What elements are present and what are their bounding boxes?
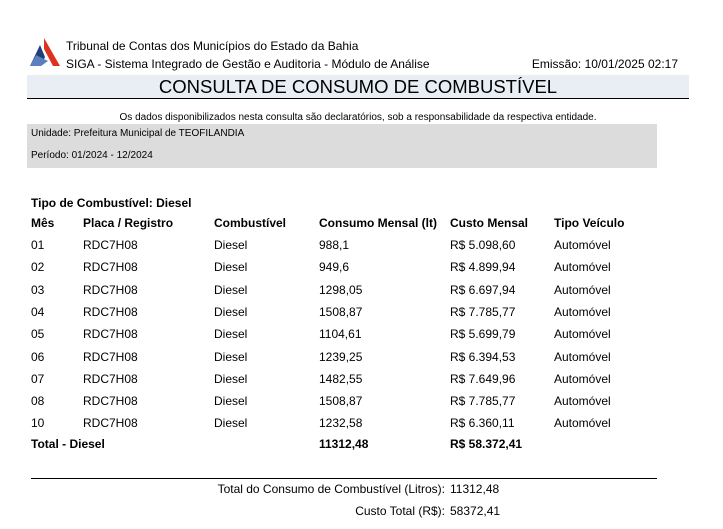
- report-title: CONSULTA DE CONSUMO DE COMBUSTÍVEL: [27, 75, 689, 99]
- table-row-placa: RDC7H08: [83, 282, 138, 297]
- org-name: Tribunal de Contas dos Municípios do Estado da Bahia: [66, 39, 359, 53]
- table-row-combustivel: Diesel: [214, 282, 248, 297]
- table-row-mes: 06: [31, 349, 45, 364]
- table-row-combustivel: Diesel: [214, 304, 248, 319]
- table-row-custo: R$ 4.899,94: [450, 260, 516, 275]
- col-header-custo: Custo Mensal: [450, 216, 529, 230]
- summary-consumo-value: 11312,48: [450, 482, 500, 496]
- table-row-tipo-veiculo: Automóvel: [554, 282, 611, 297]
- separator-line: [31, 478, 657, 479]
- table-row-tipo-veiculo: Automóvel: [554, 371, 611, 386]
- table-row-consumo: 1482,55: [319, 371, 363, 386]
- table-row-custo: R$ 7.649,96: [450, 371, 516, 386]
- table-row-combustivel: Diesel: [214, 260, 248, 275]
- table-row-tipo-veiculo: Automóvel: [554, 416, 611, 431]
- table-row-consumo: 1232,58: [319, 416, 363, 431]
- total-label: Total - Diesel: [31, 437, 105, 451]
- summary-custo-value: 58372,41: [450, 504, 501, 518]
- periodo-label: Período: 01/2024 - 12/2024: [31, 150, 153, 161]
- table-row-tipo-veiculo: Automóvel: [554, 260, 611, 275]
- table-row-placa: RDC7H08: [83, 304, 138, 319]
- table-row-placa: RDC7H08: [83, 416, 138, 431]
- table-row-consumo: 1104,61: [319, 327, 362, 342]
- table-row-custo: R$ 6.697,94: [450, 282, 516, 297]
- table-row-mes: 03: [31, 282, 45, 297]
- table-row-consumo: 988,1: [319, 238, 350, 252]
- table-row-custo: R$ 6.360,11: [450, 416, 515, 431]
- fuel-type-heading: Tipo de Combustível: Diesel: [31, 196, 192, 210]
- table-row-combustivel: Diesel: [214, 371, 248, 386]
- table-row-custo: R$ 6.394,53: [450, 349, 516, 364]
- system-name: SIGA - Sistema Integrado de Gestão e Auditoria - Módulo de Análise: [66, 57, 430, 71]
- table-row-combustivel: Diesel: [214, 327, 248, 342]
- table-row-tipo-veiculo: Automóvel: [554, 304, 611, 319]
- table-row-placa: RDC7H08: [83, 327, 138, 342]
- table-row-placa: RDC7H08: [83, 371, 138, 386]
- total-custo: R$ 58.372,41: [450, 437, 523, 451]
- table-row-consumo: 949,6: [319, 260, 350, 275]
- total-consumo: 11312,48: [319, 437, 369, 451]
- table-row-tipo-veiculo: Automóvel: [554, 238, 611, 252]
- table-row-custo: R$ 5.699,79: [450, 327, 516, 342]
- summary-consumo-label: Total do Consumo de Combustível (Litros):: [217, 482, 445, 496]
- table-row-combustivel: Diesel: [214, 394, 248, 409]
- table-row-mes: 04: [31, 304, 45, 319]
- table-row-placa: RDC7H08: [83, 260, 138, 275]
- table-row-tipo-veiculo: Automóvel: [554, 349, 611, 364]
- table-row-placa: RDC7H08: [83, 394, 138, 409]
- disclaimer-text: Os dados disponibilizados nesta consulta são declaratórios, sob a responsabilidade da respectiva entidade.: [119, 112, 597, 123]
- table-row-custo: R$ 7.785,77: [450, 304, 516, 319]
- table-row-combustivel: Diesel: [214, 349, 248, 364]
- table-row-custo: R$ 5.098,60: [450, 238, 516, 252]
- table-row-placa: RDC7H08: [83, 238, 138, 252]
- unidade-label: Unidade: Prefeitura Municipal de TEOFILANDIA: [31, 128, 245, 139]
- table-row-consumo: 1298,05: [319, 282, 363, 297]
- emission-date: Emissão: 10/01/2025 02:17: [531, 57, 678, 71]
- col-header-tipo-veiculo: Tipo Veículo: [554, 216, 625, 230]
- tcm-logo-icon: [27, 37, 61, 67]
- table-row-tipo-veiculo: Automóvel: [554, 394, 611, 409]
- table-row-placa: RDC7H08: [83, 349, 138, 364]
- table-row-combustivel: Diesel: [214, 416, 248, 431]
- col-header-consumo: Consumo Mensal (lt): [319, 216, 438, 230]
- table-row-tipo-veiculo: Automóvel: [554, 327, 611, 342]
- table-row-custo: R$ 7.785,77: [450, 394, 516, 409]
- table-row-mes: 02: [31, 260, 45, 275]
- table-row-mes: 10: [31, 416, 45, 431]
- summary-custo-label: Custo Total (R$):: [355, 504, 445, 518]
- table-row-mes: 08: [31, 394, 45, 409]
- table-row-consumo: 1239,25: [319, 349, 363, 364]
- table-row-mes: 07: [31, 371, 45, 386]
- col-header-combustivel: Combustível: [214, 216, 287, 230]
- table-row-mes: 01: [31, 238, 45, 252]
- table-row-consumo: 1508,87: [319, 394, 363, 409]
- table-row-consumo: 1508,87: [319, 304, 363, 319]
- table-row-mes: 05: [31, 327, 45, 342]
- col-header-mes: Mês: [31, 216, 55, 230]
- col-header-placa: Placa / Registro: [83, 216, 174, 230]
- table-row-combustivel: Diesel: [214, 238, 248, 252]
